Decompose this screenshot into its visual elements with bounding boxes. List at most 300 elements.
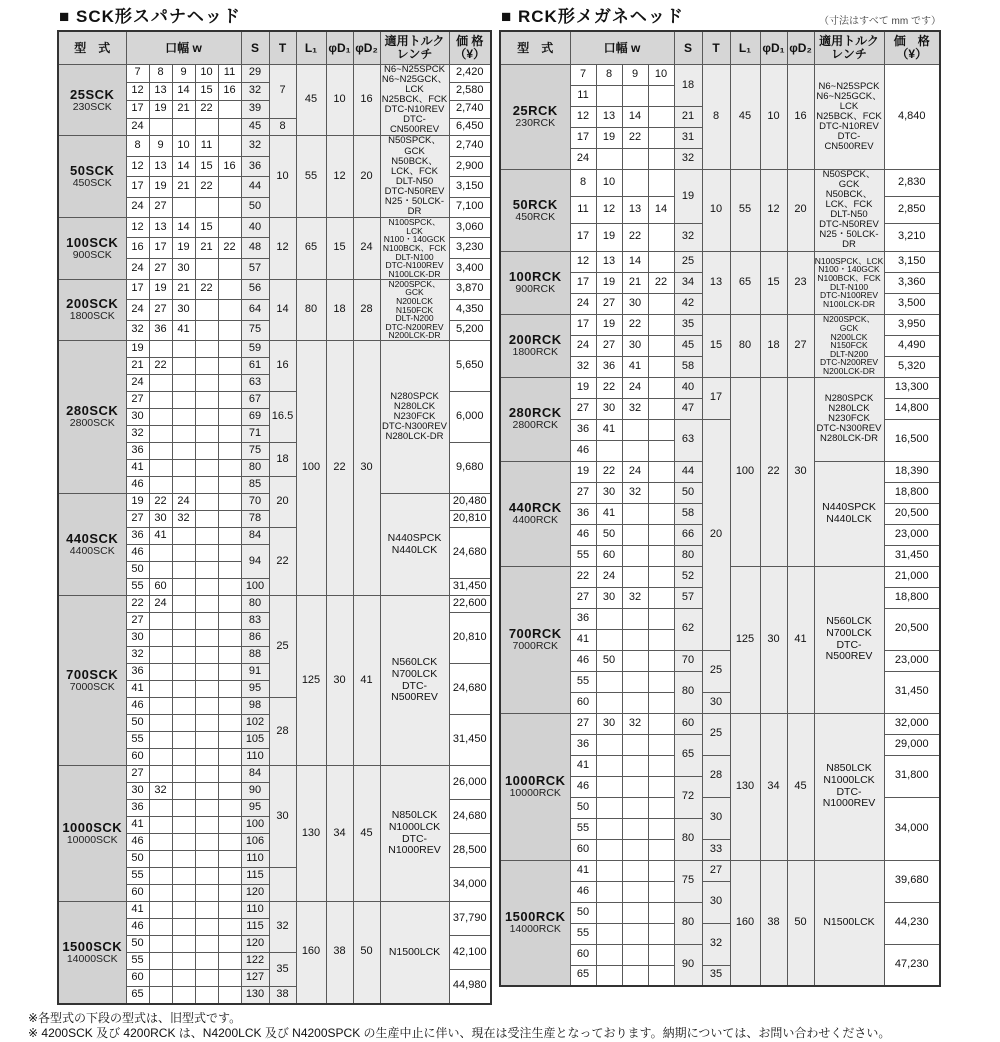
width-cell [172, 834, 195, 851]
width-cell [218, 136, 241, 156]
dimension-cell: 12 [326, 136, 353, 218]
width-cell [195, 320, 218, 341]
width-cell: 10 [195, 65, 218, 83]
width-cell [195, 259, 218, 280]
width-cell [218, 715, 241, 732]
s-dimension-cell: 67 [241, 392, 269, 409]
s-dimension-cell: 106 [241, 834, 269, 851]
price-cell: 3,360 [884, 272, 940, 293]
width-cell: 19 [172, 238, 195, 259]
width-cell [195, 715, 218, 732]
applicable-wrench-cell: N440SPCK N440LCK [380, 494, 449, 596]
width-cell [149, 698, 172, 715]
width-cell [648, 587, 674, 608]
width-cell: 50 [126, 562, 149, 579]
t-dimension-cell: 32 [702, 923, 730, 965]
price-cell: 39,680 [884, 860, 940, 902]
width-cell [172, 375, 195, 392]
width-cell: 19 [126, 341, 149, 358]
width-cell: 46 [126, 545, 149, 562]
s-dimension-cell: 115 [241, 868, 269, 885]
width-cell: 11 [570, 86, 596, 107]
width-cell [648, 965, 674, 986]
price-cell: 24,680 [449, 800, 491, 834]
width-cell [648, 692, 674, 713]
width-cell [622, 734, 648, 755]
rck-ring-head-table [499, 30, 941, 987]
width-cell: 12 [596, 197, 622, 224]
width-cell [648, 818, 674, 839]
width-cell [195, 118, 218, 136]
t-dimension-cell: 13 [702, 251, 730, 314]
s-dimension-cell: 80 [241, 596, 269, 613]
s-dimension-cell: 60 [674, 713, 702, 734]
width-cell [596, 608, 622, 629]
s-dimension-cell: 57 [674, 587, 702, 608]
s-dimension-cell: 105 [241, 732, 269, 749]
s-dimension-cell: 52 [674, 566, 702, 587]
width-cell [648, 419, 674, 440]
width-cell [172, 545, 195, 562]
t-dimension-cell: 20 [269, 477, 296, 528]
width-cell: 30 [126, 783, 149, 800]
width-cell: 50 [126, 715, 149, 732]
width-cell: 60 [570, 839, 596, 860]
width-cell: 19 [596, 128, 622, 149]
width-cell [195, 698, 218, 715]
s-dimension-cell: 64 [241, 300, 269, 321]
s-dimension-cell: 115 [241, 919, 269, 936]
width-cell [172, 817, 195, 834]
width-cell: 24 [622, 377, 648, 398]
width-cell [622, 170, 648, 197]
price-cell: 29,000 [884, 734, 940, 755]
s-dimension-cell: 80 [674, 671, 702, 713]
s-dimension-cell: 95 [241, 681, 269, 698]
width-cell: 41 [570, 755, 596, 776]
price-cell: 24,680 [449, 528, 491, 579]
width-cell: 36 [570, 503, 596, 524]
width-cell [218, 528, 241, 545]
column-header: 口幅 w [570, 31, 674, 65]
model-cell: 700SCK 7000SCK [58, 596, 126, 766]
width-cell [195, 579, 218, 596]
width-cell [218, 300, 241, 321]
width-cell [218, 647, 241, 664]
width-cell: 12 [570, 107, 596, 128]
s-dimension-cell: 122 [241, 953, 269, 970]
s-dimension-cell: 45 [674, 335, 702, 356]
width-cell: 30 [596, 482, 622, 503]
price-cell: 32,000 [884, 713, 940, 734]
width-cell: 8 [570, 170, 596, 197]
width-cell: 30 [172, 300, 195, 321]
sck-spanner-head-table [57, 30, 492, 1005]
column-header: 型 式 [500, 31, 570, 65]
width-cell [172, 596, 195, 613]
width-cell: 41 [596, 503, 622, 524]
width-cell [648, 251, 674, 272]
model-cell: 50RCK 450RCK [500, 170, 570, 252]
width-cell: 50 [126, 936, 149, 953]
price-cell: 5,200 [449, 320, 491, 341]
width-cell [218, 511, 241, 528]
width-cell: 8 [126, 136, 149, 156]
width-cell [195, 545, 218, 562]
width-cell: 14 [172, 217, 195, 238]
width-cell: 14 [622, 251, 648, 272]
dimension-cell: 41 [353, 596, 380, 766]
price-cell: 44,230 [884, 902, 940, 944]
width-cell [218, 392, 241, 409]
applicable-wrench-cell: N200SPCK、GCK N200LCK N150FCK DLT-N200 DTC-N200REV N200LCK-DR [814, 314, 884, 377]
width-cell: 22 [622, 128, 648, 149]
width-cell: 32 [622, 587, 648, 608]
width-cell: 15 [195, 82, 218, 100]
table-row [500, 314, 940, 335]
s-dimension-cell: 70 [241, 494, 269, 511]
width-cell: 32 [126, 426, 149, 443]
width-cell: 24 [126, 118, 149, 136]
dimension-cell: 130 [730, 713, 760, 860]
width-cell: 41 [172, 320, 195, 341]
width-cell: 7 [126, 65, 149, 83]
width-cell: 19 [126, 494, 149, 511]
width-cell: 46 [126, 698, 149, 715]
width-cell: 22 [195, 177, 218, 197]
applicable-wrench-cell: N50SPCK、GCK N50BCK、LCK、FCK DLT-N50 DTC-N50REV N25・50LCK-DR [814, 170, 884, 252]
width-cell: 16 [126, 238, 149, 259]
width-cell: 24 [126, 375, 149, 392]
width-cell [648, 545, 674, 566]
width-cell: 36 [570, 734, 596, 755]
width-cell: 30 [622, 335, 648, 356]
column-header: φD₂ [787, 31, 814, 65]
t-dimension-cell: 10 [702, 170, 730, 252]
width-cell: 55 [570, 923, 596, 944]
price-cell: 9,680 [449, 443, 491, 494]
width-cell [195, 300, 218, 321]
price-cell: 31,450 [449, 715, 491, 766]
width-cell [648, 224, 674, 251]
width-cell [218, 834, 241, 851]
t-dimension-cell: 12 [269, 217, 296, 279]
s-dimension-cell: 95 [241, 800, 269, 817]
width-cell [596, 923, 622, 944]
width-cell: 46 [126, 919, 149, 936]
width-cell: 19 [149, 279, 172, 300]
model-cell: 200SCK 1800SCK [58, 279, 126, 341]
dimension-cell: 55 [296, 136, 326, 218]
width-cell [218, 885, 241, 902]
width-cell [149, 460, 172, 477]
width-cell: 10 [596, 170, 622, 197]
width-cell [622, 755, 648, 776]
dimension-cell: 80 [296, 279, 326, 341]
header-row [58, 31, 491, 65]
width-cell [149, 375, 172, 392]
width-cell [218, 664, 241, 681]
dimension-cell: 160 [296, 902, 326, 1004]
t-dimension-cell: 8 [269, 118, 296, 136]
width-cell: 41 [126, 817, 149, 834]
s-dimension-cell: 94 [241, 545, 269, 579]
t-dimension-cell: 28 [702, 755, 730, 797]
width-cell [622, 965, 648, 986]
model-cell: 440RCK 4400RCK [500, 461, 570, 566]
width-cell: 13 [149, 82, 172, 100]
width-cell [648, 128, 674, 149]
width-cell [622, 860, 648, 881]
column-header: 口幅 w [126, 31, 241, 65]
applicable-wrench-cell: N6~N25SPCK N6~N25GCK、LCK N25BCK、FCK DTC-N10REV DTC-CN500REV [814, 65, 884, 170]
price-cell: 3,950 [884, 314, 940, 335]
table-row [500, 713, 940, 734]
dimension-cell: 55 [730, 170, 760, 252]
width-cell [149, 749, 172, 766]
width-cell: 27 [596, 335, 622, 356]
price-cell: 18,800 [884, 587, 940, 608]
width-cell [195, 511, 218, 528]
price-cell: 2,900 [449, 156, 491, 176]
width-cell [195, 494, 218, 511]
width-cell [195, 766, 218, 783]
width-cell [218, 426, 241, 443]
width-cell [195, 562, 218, 579]
width-cell: 27 [126, 766, 149, 783]
width-cell: 12 [126, 156, 149, 176]
width-cell: 13 [149, 217, 172, 238]
width-cell: 21 [172, 100, 195, 118]
width-cell [195, 528, 218, 545]
price-cell: 23,000 [884, 524, 940, 545]
width-cell [622, 881, 648, 902]
width-cell [622, 776, 648, 797]
model-cell: 1500RCK 14000RCK [500, 860, 570, 986]
width-cell [648, 524, 674, 545]
width-cell: 55 [570, 545, 596, 566]
width-cell: 22 [622, 224, 648, 251]
width-cell [218, 100, 241, 118]
width-cell [218, 177, 241, 197]
column-header: L₁ [296, 31, 326, 65]
width-cell [218, 970, 241, 987]
width-cell [596, 755, 622, 776]
model-cell: 440SCK 4400SCK [58, 494, 126, 596]
width-cell [149, 681, 172, 698]
width-cell: 46 [570, 881, 596, 902]
header-row [500, 31, 940, 65]
width-cell: 32 [622, 398, 648, 419]
s-dimension-cell: 58 [674, 503, 702, 524]
rck-title-row [501, 2, 941, 27]
width-cell: 19 [570, 377, 596, 398]
width-cell: 50 [126, 851, 149, 868]
width-cell [218, 545, 241, 562]
width-cell: 11 [195, 136, 218, 156]
dimension-cell: 24 [353, 217, 380, 279]
width-cell [218, 197, 241, 217]
width-cell [172, 392, 195, 409]
width-cell: 27 [570, 713, 596, 734]
s-dimension-cell: 84 [241, 528, 269, 545]
s-dimension-cell: 75 [241, 443, 269, 460]
s-dimension-cell: 57 [241, 259, 269, 280]
width-cell [648, 377, 674, 398]
width-cell [648, 314, 674, 335]
column-header: 価 格 （¥） [884, 31, 940, 65]
dimension-cell: 50 [353, 902, 380, 1004]
width-cell [218, 681, 241, 698]
price-cell: 28,500 [449, 834, 491, 868]
width-cell [218, 698, 241, 715]
width-cell: 24 [570, 293, 596, 314]
s-dimension-cell: 44 [241, 177, 269, 197]
width-cell [172, 477, 195, 494]
dimension-cell: 125 [296, 596, 326, 766]
applicable-wrench-cell: N6~N25SPCK N6~N25GCK、LCK N25BCK、FCK DTC-N10REV DTC-CN500REV [381, 64, 448, 136]
width-cell [195, 392, 218, 409]
column-header: 価 格 （¥） [449, 31, 491, 65]
width-cell [218, 749, 241, 766]
width-cell: 55 [570, 818, 596, 839]
t-dimension-cell: 22 [269, 528, 296, 596]
width-cell [195, 630, 218, 647]
width-cell: 22 [622, 314, 648, 335]
width-cell [596, 965, 622, 986]
column-header: S [674, 31, 702, 65]
width-cell: 24 [622, 461, 648, 482]
t-dimension-cell: 25 [702, 713, 730, 755]
width-cell: 24 [570, 149, 596, 170]
width-cell [596, 797, 622, 818]
dimension-cell: 30 [787, 377, 814, 566]
applicable-wrench-cell: N280SPCK N280LCK N230FCK DTC-N300REV N280LCK-DR [814, 377, 884, 461]
price-cell: 6,000 [449, 392, 491, 443]
width-cell [218, 630, 241, 647]
table-row [58, 596, 491, 613]
width-cell: 24 [126, 300, 149, 321]
width-cell: 30 [172, 259, 195, 280]
s-dimension-cell: 21 [674, 107, 702, 128]
width-cell [648, 860, 674, 881]
width-cell [622, 440, 648, 461]
width-cell [149, 817, 172, 834]
width-cell [622, 671, 648, 692]
dimension-cell: 16 [353, 65, 380, 136]
width-cell: 36 [126, 664, 149, 681]
width-cell [149, 953, 172, 970]
width-cell [195, 681, 218, 698]
s-dimension-cell: 59 [241, 341, 269, 358]
width-cell [195, 477, 218, 494]
t-dimension-cell: 7 [269, 65, 296, 119]
s-dimension-cell: 84 [241, 766, 269, 783]
width-cell [149, 766, 172, 783]
width-cell [218, 118, 241, 136]
applicable-wrench-cell: N1500LCK [380, 902, 449, 1004]
width-cell: 32 [570, 356, 596, 377]
price-cell: 5,320 [884, 356, 940, 377]
s-dimension-cell: 100 [241, 817, 269, 834]
width-cell [195, 664, 218, 681]
table-row [58, 136, 491, 156]
width-cell [195, 936, 218, 953]
width-cell: 55 [126, 732, 149, 749]
width-cell [218, 817, 241, 834]
price-cell: 16,500 [884, 419, 940, 461]
width-cell [622, 503, 648, 524]
width-cell: 55 [126, 579, 149, 596]
width-cell: 10 [648, 65, 674, 86]
price-cell: 3,150 [884, 251, 940, 272]
width-cell [195, 987, 218, 1004]
width-cell: 17 [126, 100, 149, 118]
t-dimension-cell: 30 [702, 797, 730, 839]
width-cell [172, 766, 195, 783]
width-cell [596, 629, 622, 650]
t-dimension-cell: 8 [702, 65, 730, 170]
width-cell: 50 [596, 650, 622, 671]
footnote-old-model: ※各型式の下段の型式は、旧型式です。 [28, 1010, 242, 1025]
s-dimension-cell: 63 [241, 375, 269, 392]
price-cell: 3,150 [449, 177, 491, 197]
t-dimension-cell: 30 [702, 881, 730, 923]
dimension-cell: 38 [760, 860, 787, 986]
width-cell [622, 692, 648, 713]
s-dimension-cell: 61 [241, 358, 269, 375]
width-cell: 24 [149, 596, 172, 613]
t-dimension-cell: 32 [269, 902, 296, 953]
s-dimension-cell: 29 [241, 65, 269, 83]
width-cell [622, 944, 648, 965]
width-cell [172, 987, 195, 1004]
width-cell [195, 460, 218, 477]
width-cell [149, 851, 172, 868]
width-cell: 27 [126, 392, 149, 409]
s-dimension-cell: 31 [674, 128, 702, 149]
s-dimension-cell: 65 [674, 734, 702, 776]
width-cell [149, 664, 172, 681]
dimension-cell: 22 [760, 377, 787, 566]
price-cell: 22,600 [449, 596, 491, 613]
width-cell [648, 566, 674, 587]
width-cell [596, 944, 622, 965]
width-cell: 22 [570, 566, 596, 587]
width-cell: 46 [126, 834, 149, 851]
width-cell [172, 919, 195, 936]
width-cell [622, 566, 648, 587]
width-cell [648, 776, 674, 797]
width-cell [149, 800, 172, 817]
width-cell: 27 [149, 197, 172, 217]
width-cell [172, 647, 195, 664]
price-cell: 23,000 [884, 650, 940, 671]
s-dimension-cell: 39 [241, 100, 269, 118]
price-cell: 4,490 [884, 335, 940, 356]
column-header: L₁ [730, 31, 760, 65]
width-cell [172, 936, 195, 953]
width-cell [218, 987, 241, 1004]
width-cell: 46 [570, 776, 596, 797]
width-cell: 22 [149, 358, 172, 375]
tables-layout [57, 2, 1000, 1005]
width-cell [149, 885, 172, 902]
price-cell: 6,450 [449, 118, 491, 136]
width-cell [622, 524, 648, 545]
width-cell [195, 919, 218, 936]
width-cell [195, 358, 218, 375]
